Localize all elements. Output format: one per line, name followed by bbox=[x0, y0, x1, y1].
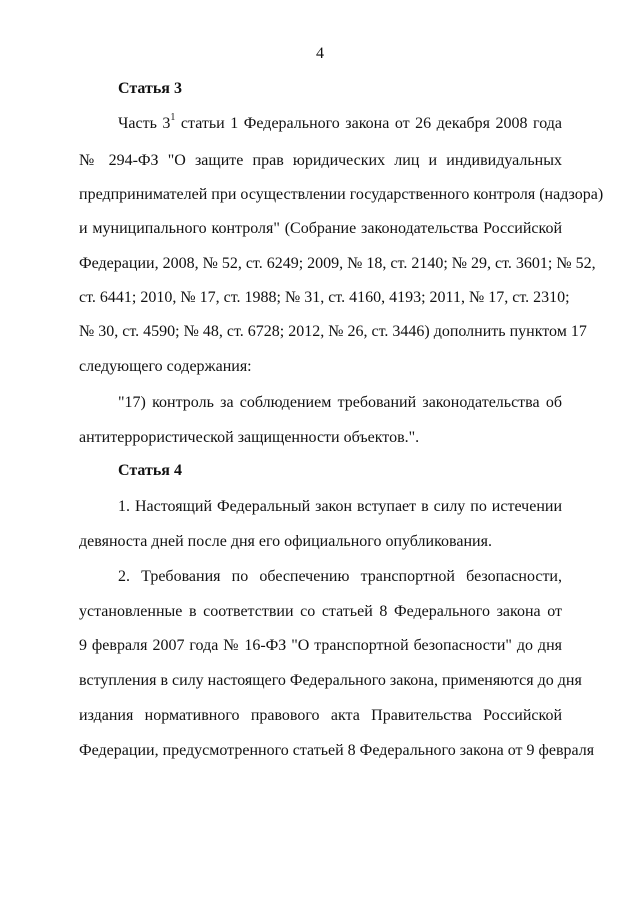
article-3-line-7: № 30, ст. 4590; № 48, ст. 6728; 2012, № 26, ст. 3446) дополнить пунктом 17 bbox=[79, 323, 587, 340]
article-4-p2-line-3: 9 февраля 2007 года № 16-ФЗ "О транспортной безопасности" до дня bbox=[79, 637, 562, 654]
article-3-quote-line-2: антитеррористической защищенности объектов.". bbox=[79, 429, 420, 446]
article-3-quote-line-1: "17) контроль за соблюдением требований законодательства об bbox=[118, 394, 562, 411]
article-3-line-5: Федерации, 2008, № 52, ст. 6249; 2009, № 18, ст. 2140; № 29, ст. 3601; № 52, bbox=[79, 255, 596, 272]
article-3-line-1 bbox=[118, 114, 562, 134]
article-3-line-1-sup: 1 bbox=[170, 112, 176, 123]
article-4-p1-line-1: 1. Настоящий Федеральный закон вступает в силу по истечении bbox=[118, 498, 562, 515]
article-3-line-6: ст. 6441; 2010, № 17, ст. 1988; № 31, ст. 4160, 4193; 2011, № 17, ст. 2310; bbox=[79, 289, 570, 306]
article-3-line-2: № 294-ФЗ "О защите прав юридических лиц и индивидуальных bbox=[79, 152, 562, 169]
article-4-p2-line-2: установленные в соответствии со статьей 8 Федерального закона от bbox=[79, 603, 562, 620]
article-3-line-8: следующего содержания: bbox=[79, 358, 252, 375]
article-3-line-3: предпринимателей при осуществлении государственного контроля (надзора) bbox=[79, 186, 604, 203]
article-3-heading: Статья 3 bbox=[118, 80, 182, 97]
article-4-heading: Статья 4 bbox=[118, 462, 182, 479]
article-4-p2-line-6: Федерации, предусмотренного статьей 8 Федерального закона от 9 февраля bbox=[79, 742, 595, 759]
article-4-p2-line-4: вступления в силу настоящего Федерального закона, применяются до дня bbox=[79, 672, 582, 689]
article-3-line-1-a: Часть 3 bbox=[118, 115, 171, 132]
article-4-p2-line-5: издания нормативного правового акта Правительства Российской bbox=[79, 707, 562, 724]
page-number: 4 bbox=[316, 45, 324, 62]
article-3-line-4: и муниципального контроля" (Собрание законодательства Российской bbox=[79, 220, 562, 237]
article-4-p1-line-2: девяноста дней после дня его официального опубликования. bbox=[79, 533, 492, 550]
article-4-p2-line-1: 2. Требования по обеспечению транспортной безопасности, bbox=[118, 568, 562, 585]
article-3-line-1-b: статьи 1 Федерального закона от 26 декабря 2008 года bbox=[175, 115, 563, 132]
